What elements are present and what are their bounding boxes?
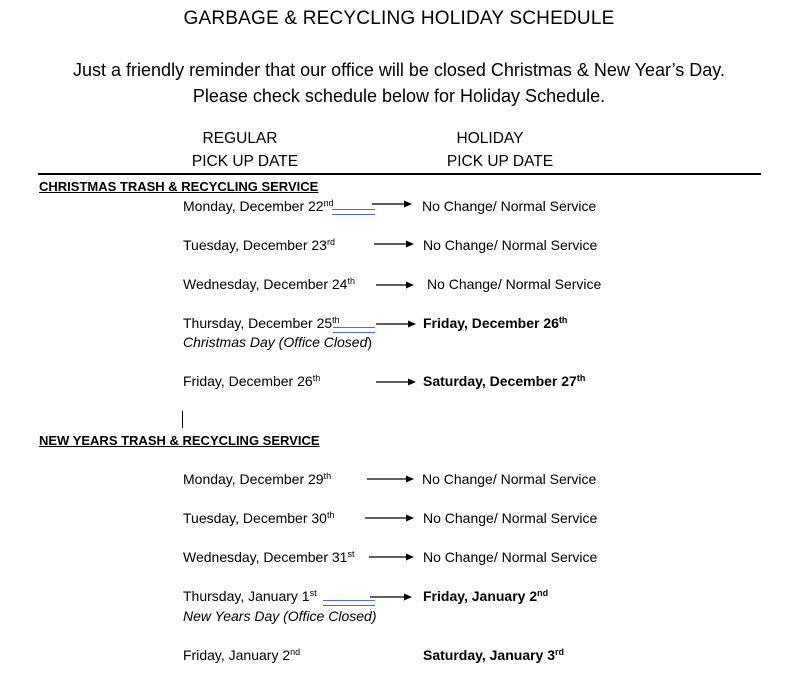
newyears-row-3-holiday: No Change/ Normal Service bbox=[423, 549, 598, 565]
intro-line-2: Please check schedule below for Holiday Schedule. bbox=[192, 86, 606, 106]
spell-check-underline bbox=[323, 600, 375, 606]
christmas-row-4-regular: Thursday, December 25th bbox=[183, 315, 340, 331]
arrow-right-icon bbox=[374, 239, 414, 249]
newyears-section-heading: NEW YEARS TRASH & RECYCLING SERVICE bbox=[39, 433, 320, 448]
header-divider bbox=[38, 173, 761, 175]
newyears-row-1-holiday: No Change/ Normal Service bbox=[422, 471, 597, 487]
newyears-row-1-regular: Monday, December 29th bbox=[183, 471, 332, 487]
newyears-row-4-note: New Years Day (Office Closed) bbox=[183, 608, 377, 624]
christmas-row-5-holiday: Saturday, December 27th bbox=[423, 373, 586, 389]
newyears-row-2-regular: Tuesday, December 30th bbox=[183, 510, 335, 526]
christmas-row-5-regular: Friday, December 26th bbox=[183, 373, 321, 389]
holiday-column-heading-1: HOLIDAY bbox=[456, 130, 524, 147]
page-title: GARBAGE & RECYCLING HOLIDAY SCHEDULE bbox=[183, 8, 615, 29]
arrow-right-icon bbox=[376, 280, 414, 290]
arrow-right-icon bbox=[365, 513, 414, 523]
spell-check-underline bbox=[333, 327, 375, 333]
arrow-right-icon bbox=[369, 552, 414, 562]
christmas-section-heading: CHRISTMAS TRASH & RECYCLING SERVICE bbox=[39, 179, 319, 194]
arrow-right-icon bbox=[376, 377, 416, 387]
arrow-right-icon bbox=[367, 474, 414, 484]
regular-column-heading-1: REGULAR bbox=[202, 130, 278, 147]
christmas-row-3-regular: Wednesday, December 24th bbox=[183, 276, 355, 292]
intro-line-1: Just a friendly reminder that our office will be closed Christmas & New Year’s Day. bbox=[73, 60, 725, 80]
newyears-row-4-holiday: Friday, January 2nd bbox=[423, 588, 549, 604]
newyears-row-2-holiday: No Change/ Normal Service bbox=[423, 510, 598, 526]
christmas-row-4-holiday: Friday, December 26th bbox=[423, 315, 568, 331]
christmas-row-2-holiday: No Change/ Normal Service bbox=[423, 237, 598, 253]
newyears-row-5-holiday: Saturday, January 3rd bbox=[423, 647, 565, 663]
text-cursor bbox=[182, 411, 183, 428]
arrow-right-icon bbox=[370, 592, 412, 602]
newyears-row-3-regular: Wednesday, December 31st bbox=[183, 549, 355, 565]
arrow-right-icon bbox=[376, 319, 416, 329]
arrow-right-icon bbox=[372, 199, 412, 209]
newyears-row-5-regular: Friday, January 2nd bbox=[183, 647, 301, 663]
christmas-row-1-regular: Monday, December 22nd bbox=[183, 198, 334, 214]
christmas-row-3-holiday: No Change/ Normal Service bbox=[427, 276, 602, 292]
spell-check-underline bbox=[332, 209, 375, 215]
christmas-row-4-note: Christmas Day (Office Closed) bbox=[183, 334, 373, 350]
holiday-column-heading-2: PICK UP DATE bbox=[446, 153, 554, 170]
christmas-row-1-holiday: No Change/ Normal Service bbox=[422, 198, 597, 214]
newyears-row-4-regular: Thursday, January 1st bbox=[183, 588, 317, 604]
christmas-row-2-regular: Tuesday, December 23rd bbox=[183, 237, 335, 253]
regular-column-heading-2: PICK UP DATE bbox=[191, 153, 299, 170]
